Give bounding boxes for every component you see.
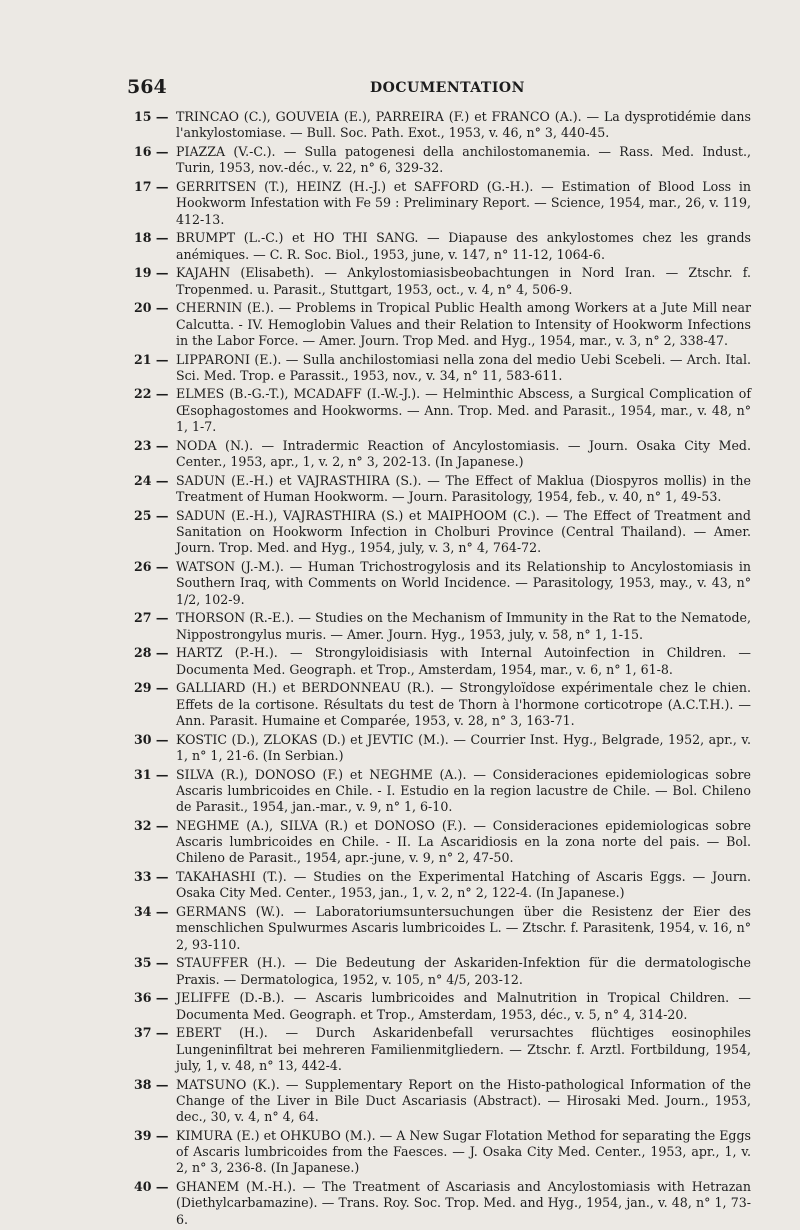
entry-citation: SILVA (R.), DONOSO (F.) et NEGHME (A.). — Consideraciones epidemiologicas sobre Ascaris lumbricoides en Chile. - I. Estudio en la region lacustre de Chile. — Bol. Chileno de Parasit., 1954, jan.-mar., v. 9, n° 1, 6-10. [176,766,751,815]
entry-number: 34 — [134,904,169,920]
entry-number: 29 — [134,680,169,696]
bibliography-entry [134,1179,751,1228]
entry-citation: GERRITSEN (T.), HEINZ (H.-J.) et SAFFORD (G.-H.). — Estimation of Blood Loss in Hookworm Infestation with Fe 59 : Preliminary Report. — Science, 1954, mar., 26, v. 119, 412-13. [176,178,751,227]
bibliography-entry [134,559,751,608]
page-number: 564 [127,76,167,98]
entry-citation: GHANEM (M.-H.). — The Treatment of Ascariasis and Ancylostomiasis with Hetrazan (Diethylcarbamazine). — Trans. Roy. Soc. Trop. Med. and Hyg., 1954, jan., v. 48, n° 1, 73-6. [176,1179,751,1227]
bibliography-entry [134,767,751,816]
entry-number: 23 — [134,437,169,453]
entry-number: 33 — [134,869,169,885]
entry-number: 40 — [134,1179,169,1195]
entry-number: 19 — [134,265,169,281]
bibliography-entry [134,990,751,1023]
entry-number: 27 — [134,610,169,626]
entry-number: 20 — [134,300,169,316]
entry-number: 28 — [134,645,169,661]
bibliography-entry [134,818,751,867]
entry-citation: KAJAHN (Elisabeth). — Ankylostomiasisbeobachtungen in Nord Iran. — Ztschr. f. Tropenmed. u. Parasit., Stuttgart, 1953, oct., v. 4, n° 4, 506-9. [176,265,751,297]
bibliography-entry [134,869,751,902]
bibliography-entry [134,610,751,643]
entry-citation: THORSON (R.-E.). — Studies on the Mechanism of Immunity in the Rat to the Nematode, Nippostrongylus muris. — Amer. Journ. Hyg., 1953, july, v. 58, n° 1, 1-15. [176,610,751,642]
running-head: DOCUMENTATION [370,80,525,96]
entry-citation: JELIFFE (D.-B.). — Ascaris lumbricoides and Malnutrition in Tropical Children. — Documenta Med. Geograph. et Trop., Amsterdam, 1953, déc., v. 5, n° 4, 314-20. [176,990,751,1022]
entry-number: 16 — [134,143,169,159]
entry-number: 22 — [134,386,169,402]
bibliography-entry [134,300,751,349]
bibliography-entry [134,1128,751,1177]
bibliography-entry [134,1025,751,1074]
bibliography-entry [134,179,751,228]
bibliography-entry [134,352,751,385]
entry-citation: PIAZZA (V.-C.). — Sulla patogenesi della anchilostomanemia. — Rass. Med. Indust., Turin, 1953, nov.-déc., v. 22, n° 6, 329-32. [176,143,751,176]
entry-citation: TAKAHASHI (T.). — Studies on the Experimental Hatching of Ascaris Eggs. — Journ. Osaka City Med. Center., 1953, jan., 1, v. 2, n° 2, 122-4. (In Japanese.) [176,869,751,901]
entry-citation: LIPPARONI (E.). — Sulla anchilostomiasi nella zona del medio Uebi Scebeli. — Arch. Ital. Sci. Med. Trop. e Parassit., 1953, nov., v. 34, n° 11, 583-611. [176,351,751,383]
entry-number: 38 — [134,1076,169,1092]
entry-citation: BRUMPT (L.-C.) et HO THI SANG. — Diapause des ankylostomes chez les grands anémiques. — C. R. Soc. Biol., 1953, june, v. 147, n° 11-12, 1064-6. [176,230,751,262]
entry-citation: ELMES (B.-G.-T.), MCADAFF (I.-W.-J.). — Helminthic Abscess, a Surgical Complication of Œsophagostomes and Hookworms. — Ann. Trop. Med. and Parasit., 1954, mar., v. 48, n° 1, 1-7. [176,386,751,435]
bibliography-entry [134,473,751,506]
entry-number: 36 — [134,990,169,1006]
entry-citation: KOSTIC (D.), ZLOKAS (D.) et JEVTIC (M.). — Courrier Inst. Hyg., Belgrade, 1952, apr., v. 1, n° 1, 21-6. (In Serbian.) [176,731,751,763]
entry-number: 32 — [134,817,169,833]
entry-number: 15 — [134,109,169,124]
entry-number: 31 — [134,766,169,782]
entry-number: 35 — [134,955,169,971]
bibliography-entry [134,1077,751,1126]
entry-citation: NEGHME (A.), SILVA (R.) et DONOSO (F.). — Consideraciones epidemiologicas sobre Ascaris lumbricoides en Chile. - II. La Ascaridiosis en la zona norte del pais. — Bol. Chileno de Parasit., 1954, apr.-june, v. 9, n° 2, 47-50. [176,817,751,866]
bibliography-entry [134,144,751,177]
entry-number: 24 — [134,472,169,488]
entry-citation: MATSUNO (K.). — Supplementary Report on the Histo-pathological Information of the Change of the Liver in Bile Duct Ascariasis (Abstract). — Hirosaki Med. Journ., 1953, dec., 30, v. 4, n° 4, 64. [176,1076,751,1125]
entry-citation: SADUN (E.-H.), VAJRASTHIRA (S.) et MAIPHOOM (C.). — The Effect of Treatment and Sanitation on Hookworm Infection in Cholburi Province (Central Thailand). — Amer. Journ. Trop. Med. and Hyg., 1954, july, v. 3, n° 4, 764-72. [176,507,751,556]
entry-citation: GERMANS (W.). — Laboratoriumsuntersuchungen über die Resistenz der Eier des menschlichen Spulwurmes Ascaris lumbricoides L. — Ztschr. f. Parasitenk, 1954, v. 16, n° 2, 93-110. [176,904,751,952]
entry-number: 30 — [134,731,169,747]
entry-number: 18 — [134,230,169,246]
bibliography-entry [134,732,751,765]
entry-citation: EBERT (H.). — Durch Askaridenbefall verursachtes flüchtiges eosinophiles Lungeninfiltrat bei mehreren Familienmitgliedern. — Ztschr. f. Arztl. Fortbildung, 1954, july, 1, v. 48, n° 13, 442-4. [176,1025,751,1073]
bibliography-entry [134,438,751,471]
bibliography-entry [134,680,751,729]
bibliography-entry [134,955,751,988]
bibliography-entry [134,386,751,435]
entry-number: 17 — [134,178,169,194]
entry-number: 37 — [134,1025,169,1041]
bibliography-entry [134,230,751,263]
entry-citation: HARTZ (P.-H.). — Strongyloidisiasis with Internal Autoinfection in Children. — Documenta Med. Geograph. et Trop., Amsterdam, 1954, mar., v. 6, n° 1, 61-8. [176,645,751,677]
bibliography-entry [134,109,751,142]
entry-number: 21 — [134,351,169,367]
bibliography-entry [134,265,751,298]
bibliography-entry [134,508,751,557]
entry-number: 39 — [134,1127,169,1143]
entry-citation: GALLIARD (H.) et BERDONNEAU (R.). — Strongyloïdose expérimentale chez le chien. Effets de la cortisone. Résultats du test de Thorn à l'hormone corticotrope (A.C.T.H.). — Ann. Parasit. Humaine et Comparée, 1953, v. 28, n° 3, 163-71. [176,680,751,728]
bibliography-entry [134,645,751,678]
entry-citation: TRINCAO (C.), GOUVEIA (E.), PARREIRA (F.) et FRANCO (A.). — La dysprotidémie dans l'ankylostomiase. — Bull. Soc. Path. Exot., 1953, v. 46, n° 3, 440-45. [176,109,751,141]
entry-citation: SADUN (E.-H.) et VAJRASTHIRA (S.). — The Effect of Maklua (Diospyros mollis) in the Treatment of Human Hookworm. — Journ. Parasitology, 1954, feb., v. 40, n° 1, 49-53. [176,472,751,505]
bibliography-entry [134,904,751,953]
entry-citation: WATSON (J.-M.). — Human Trichostrogylosis and its Relationship to Ancylostomiasis in Southern Iraq, with Comments on World Incidence. — Parasitology, 1953, may., v. 43, n° 1/2, 102-9. [176,559,751,607]
entry-citation: NODA (N.). — Intradermic Reaction of Ancylostomiasis. — Journ. Osaka City Med. Center., 1953, apr., 1, v. 2, n° 3, 202-13. (In Japanese.) [176,437,751,470]
entry-number: 26 — [134,559,169,575]
page-header [127,76,750,100]
bibliography-list [134,109,751,1230]
entry-number: 25 — [134,507,169,523]
entry-citation: KIMURA (E.) et OHKUBO (M.). — A New Sugar Flotation Method for separating the Eggs of Ascaris lumbricoides from the Faesces. — J. Osaka City Med. Center., 1953, apr., 1, v. 2, n° 3, 236-8. (In Japanese.) [176,1127,751,1176]
entry-citation: STAUFFER (H.). — Die Bedeutung der Askariden-Infektion für die dermatologische Praxis. — Dermatologica, 1952, v. 105, n° 4/5, 203-12. [176,955,751,987]
entry-citation: CHERNIN (E.). — Problems in Tropical Public Health among Workers at a Jute Mill near Calcutta. - IV. Hemoglobin Values and their Relation to Intensity of Hookworm Infections in the Labor Force. — Amer. Journ. Trop Med. and Hyg., 1954, mar., v. 3, n° 2, 338-47. [176,300,751,348]
